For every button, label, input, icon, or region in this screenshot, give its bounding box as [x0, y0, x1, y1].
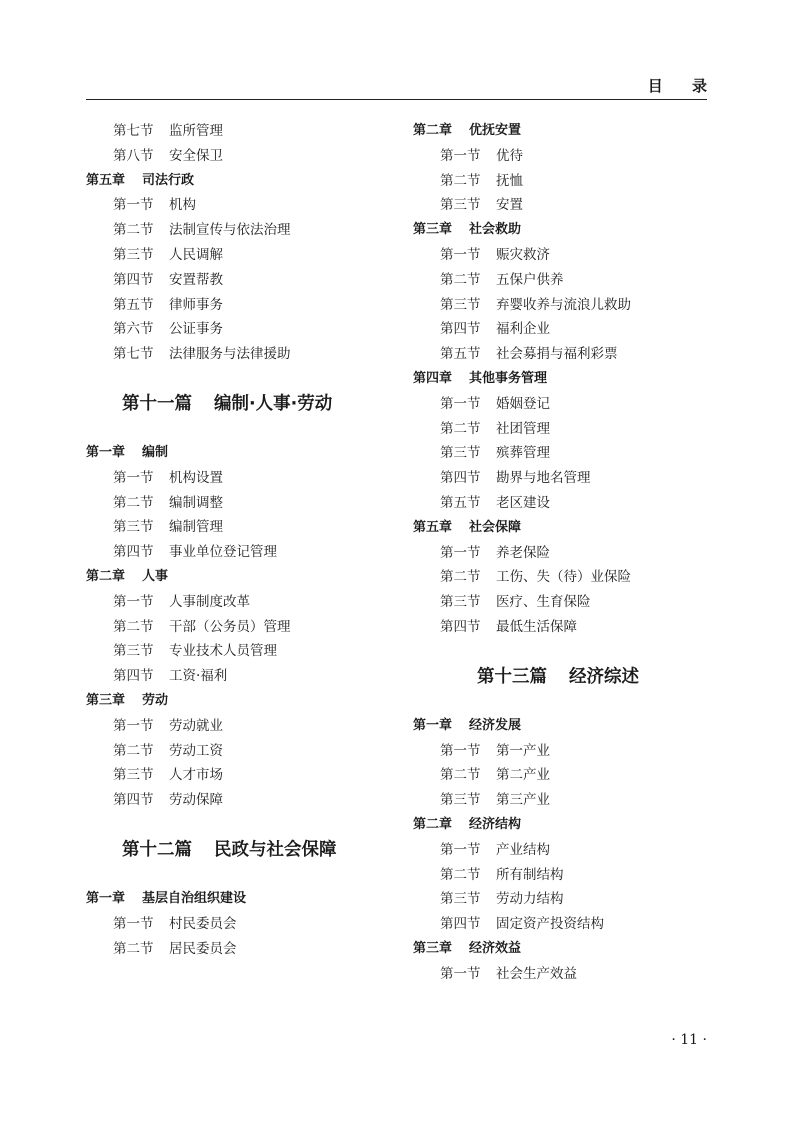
section-title: 劳动力结构	[496, 891, 564, 908]
toc-section-entry	[86, 243, 396, 268]
section-title: 勘界与地名管理	[496, 470, 591, 487]
section-title: 人才市场	[169, 767, 223, 784]
section-title: 机构设置	[169, 469, 223, 486]
chapter-title: 基层自治组织建设	[142, 890, 247, 906]
toc-part-heading	[413, 640, 723, 714]
toc-section-entry	[413, 912, 723, 937]
section-title: 产业结构	[496, 841, 550, 858]
toc-section-entry	[413, 739, 723, 764]
toc-section-entry	[413, 838, 723, 863]
chapter-number: 第二章	[86, 568, 126, 584]
toc-section-entry	[413, 441, 723, 466]
toc-chapter-entry	[413, 813, 723, 838]
section-number: 第二节	[440, 569, 481, 586]
toc-left-column	[86, 119, 396, 961]
section-title: 事业单位登记管理	[169, 544, 277, 561]
toc-section-entry	[413, 763, 723, 788]
toc-section-entry	[86, 937, 396, 962]
section-title: 居民委员会	[169, 940, 237, 957]
toc-section-entry	[413, 193, 723, 218]
chapter-title: 编制	[142, 444, 169, 460]
chapter-title: 其他事务管理	[469, 370, 548, 386]
section-number: 第八节	[113, 147, 154, 164]
chapter-number: 第三章	[413, 940, 453, 956]
section-title: 社团管理	[496, 420, 550, 437]
section-title: 第三产业	[496, 792, 550, 809]
chapter-number: 第一章	[86, 444, 126, 460]
section-title: 劳动保障	[169, 792, 223, 809]
toc-section-entry	[86, 639, 396, 664]
section-number: 第一节	[440, 544, 481, 561]
toc-section-entry	[86, 466, 396, 491]
section-title: 社会生产效益	[496, 965, 577, 982]
toc-section-entry	[413, 243, 723, 268]
section-title: 最低生活保障	[496, 618, 577, 635]
toc-section-entry	[413, 541, 723, 566]
toc-section-entry	[413, 615, 723, 640]
section-title: 福利企业	[496, 321, 550, 338]
section-number: 第四节	[113, 668, 154, 685]
toc-section-entry	[413, 590, 723, 615]
toc-section-entry	[86, 342, 396, 367]
chapter-number: 第二章	[413, 123, 453, 138]
section-number: 第一节	[113, 717, 154, 734]
toc-section-entry	[413, 565, 723, 590]
toc-section-entry	[413, 491, 723, 516]
toc-chapter-entry	[86, 689, 396, 714]
toc-section-entry	[86, 491, 396, 516]
section-number: 第三节	[113, 767, 154, 784]
section-number: 第三节	[440, 594, 481, 611]
toc-section-entry	[413, 144, 723, 169]
chapter-title: 劳动	[142, 692, 169, 708]
toc-section-entry	[413, 169, 723, 194]
section-title: 编制调整	[169, 494, 223, 511]
chapter-title: 经济效益	[469, 940, 522, 956]
section-title: 第一产业	[496, 742, 550, 759]
section-title: 婚姻登记	[496, 395, 550, 412]
section-number: 第一节	[440, 841, 481, 858]
section-number: 第二节	[440, 866, 481, 883]
toc-chapter-entry	[86, 887, 396, 912]
toc-section-entry	[413, 417, 723, 442]
section-number: 第一节	[113, 197, 154, 214]
section-number: 第四节	[440, 470, 481, 487]
chapter-title: 司法行政	[142, 172, 195, 188]
section-title: 抚恤	[496, 172, 523, 189]
section-title: 安置	[496, 197, 523, 214]
section-number: 第四节	[113, 792, 154, 809]
section-number: 第一节	[113, 469, 154, 486]
toc-chapter-entry	[413, 714, 723, 739]
toc-chapter-entry	[413, 937, 723, 962]
section-number: 第二节	[113, 940, 154, 957]
chapter-number: 第二章	[413, 816, 453, 832]
section-number: 第三节	[440, 792, 481, 809]
section-title: 法制宣传与依法治理	[169, 222, 291, 239]
section-title: 专业技术人员管理	[169, 643, 277, 660]
page-number: · 11 ·	[671, 1032, 707, 1048]
section-title: 监所管理	[169, 123, 223, 139]
section-number: 第一节	[440, 965, 481, 982]
toc-section-entry	[413, 342, 723, 367]
section-number: 第二节	[440, 271, 481, 288]
chapter-number: 第一章	[413, 717, 453, 733]
toc-chapter-entry	[413, 119, 723, 144]
section-number: 第七节	[113, 123, 154, 139]
toc-section-entry	[86, 268, 396, 293]
section-title: 公证事务	[169, 321, 223, 338]
toc-section-entry	[413, 466, 723, 491]
section-number: 第二节	[440, 172, 481, 189]
section-number: 第一节	[440, 147, 481, 164]
section-number: 第一节	[440, 246, 481, 263]
section-title: 赈灾救济	[496, 246, 550, 263]
header-rule	[86, 99, 707, 100]
toc-section-entry	[86, 218, 396, 243]
section-number: 第三节	[440, 197, 481, 214]
section-number: 第三节	[113, 519, 154, 536]
section-number: 第一节	[440, 742, 481, 759]
section-title: 安全保卫	[169, 147, 223, 164]
toc-section-entry	[413, 788, 723, 813]
section-title: 工资·福利	[169, 668, 228, 685]
toc-section-entry	[86, 293, 396, 318]
chapter-title: 经济结构	[469, 816, 522, 832]
section-title: 劳动工资	[169, 742, 223, 759]
toc-section-entry	[413, 962, 723, 987]
section-number: 第二节	[113, 222, 154, 239]
toc-part-heading	[86, 813, 396, 887]
toc-chapter-entry	[86, 441, 396, 466]
section-number: 第七节	[113, 346, 154, 363]
section-number: 第三节	[440, 445, 481, 462]
section-number: 第二节	[113, 742, 154, 759]
section-number: 第六节	[113, 321, 154, 338]
chapter-number: 第三章	[86, 692, 126, 708]
chapter-title: 社会保障	[469, 519, 522, 535]
toc-section-entry	[413, 392, 723, 417]
toc-section-entry	[86, 515, 396, 540]
chapter-number: 第四章	[413, 370, 453, 386]
section-title: 优待	[496, 147, 523, 164]
section-number: 第二节	[113, 494, 154, 511]
toc-chapter-entry	[86, 565, 396, 590]
chapter-title: 经济发展	[469, 717, 522, 733]
toc-section-entry	[86, 763, 396, 788]
section-title: 人事制度改革	[169, 593, 250, 610]
toc-section-entry	[86, 590, 396, 615]
section-number: 第二节	[440, 767, 481, 784]
toc-section-entry	[86, 615, 396, 640]
section-title: 社会募捐与福利彩票	[496, 346, 618, 363]
toc-section-entry	[413, 317, 723, 342]
section-title: 弃婴收养与流浪儿救助	[496, 296, 631, 313]
toc-section-entry	[86, 119, 396, 144]
section-title: 殡葬管理	[496, 445, 550, 462]
toc-section-entry	[86, 664, 396, 689]
section-number: 第二节	[113, 618, 154, 635]
section-number: 第四节	[113, 544, 154, 561]
section-title: 所有制结构	[496, 866, 564, 883]
part-title: 民政与社会保障	[214, 839, 337, 860]
toc-section-entry	[413, 863, 723, 888]
section-number: 第四节	[113, 271, 154, 288]
toc-section-entry	[86, 144, 396, 169]
chapter-number: 第五章	[86, 172, 126, 188]
section-title: 安置帮教	[169, 271, 223, 288]
section-title: 律师事务	[169, 296, 223, 313]
section-title: 编制管理	[169, 519, 223, 536]
section-title: 干部（公务员）管理	[169, 618, 291, 635]
section-number: 第五节	[440, 346, 481, 363]
chapter-title: 人事	[142, 568, 169, 584]
toc-section-entry	[86, 540, 396, 565]
toc-part-heading	[86, 367, 396, 441]
section-title: 人民调解	[169, 246, 223, 263]
section-number: 第三节	[440, 296, 481, 313]
toc-chapter-entry	[86, 169, 396, 194]
section-number: 第四节	[440, 321, 481, 338]
chapter-title: 优抚安置	[469, 123, 522, 138]
section-title: 机构	[169, 197, 196, 214]
section-title: 养老保险	[496, 544, 550, 561]
toc-section-entry	[86, 193, 396, 218]
toc-right-column	[413, 119, 723, 987]
section-title: 法律服务与法律援助	[169, 346, 291, 363]
section-number: 第四节	[440, 618, 481, 635]
section-title: 五保户供养	[496, 271, 564, 288]
toc-section-entry	[86, 912, 396, 937]
toc-section-entry	[413, 268, 723, 293]
toc-chapter-entry	[413, 516, 723, 541]
section-number: 第一节	[113, 593, 154, 610]
toc-chapter-entry	[413, 367, 723, 392]
toc-section-entry	[86, 739, 396, 764]
section-title: 工伤、失（待）业保险	[496, 569, 631, 586]
toc-section-entry	[86, 714, 396, 739]
chapter-number: 第三章	[413, 222, 453, 238]
part-title: 编制·人事·劳动	[214, 393, 333, 414]
toc-section-entry	[86, 317, 396, 342]
chapter-number: 第一章	[86, 890, 126, 906]
section-title: 第二产业	[496, 767, 550, 784]
chapter-title: 社会救助	[469, 222, 522, 238]
section-number: 第三节	[113, 643, 154, 660]
chapter-number: 第五章	[413, 519, 453, 535]
section-number: 第三节	[440, 891, 481, 908]
part-title: 经济综述	[569, 666, 639, 687]
section-number: 第三节	[113, 246, 154, 263]
running-header-title: 目 录	[647, 77, 719, 95]
section-title: 村民委员会	[169, 915, 237, 932]
part-number: 第十一篇	[122, 393, 192, 414]
section-number: 第五节	[440, 494, 481, 511]
section-title: 医疗、生育保险	[496, 594, 591, 611]
section-title: 劳动就业	[169, 717, 223, 734]
toc-section-entry	[86, 788, 396, 813]
toc-section-entry	[413, 887, 723, 912]
section-number: 第一节	[440, 395, 481, 412]
section-title: 固定资产投资结构	[496, 916, 604, 933]
section-title: 老区建设	[496, 494, 550, 511]
section-number: 第一节	[113, 915, 154, 932]
part-number: 第十三篇	[477, 666, 547, 687]
toc-section-entry	[413, 293, 723, 318]
part-number: 第十二篇	[122, 839, 192, 860]
toc-chapter-entry	[413, 218, 723, 243]
section-number: 第二节	[440, 420, 481, 437]
section-number: 第五节	[113, 296, 154, 313]
section-number: 第四节	[440, 916, 481, 933]
